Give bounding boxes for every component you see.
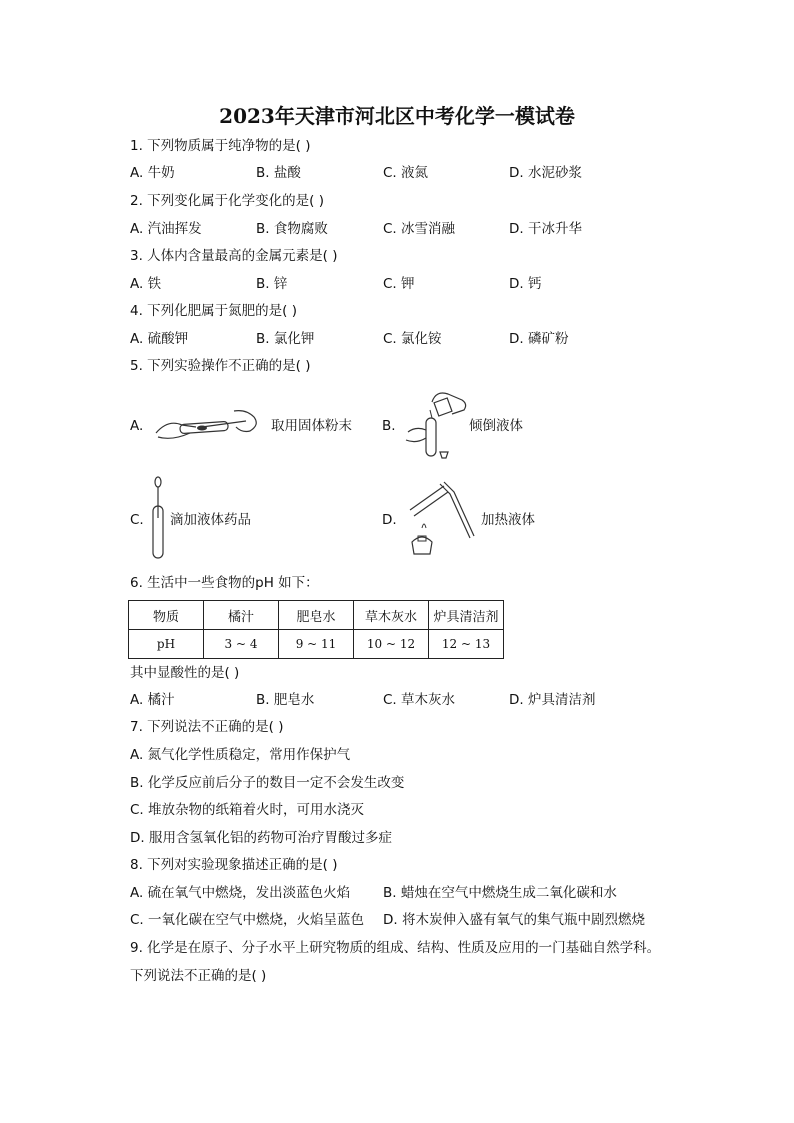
powder-spatula-figure (150, 405, 270, 445)
question-4-stem: 4. 下列化肥属于氮肥的是( ) (130, 303, 297, 319)
dropper-tube-figure (148, 476, 172, 562)
q7-option-a: A. 氮气化学性质稳定，常用作保护气 (130, 747, 351, 763)
pouring-liquid-figure (402, 388, 474, 466)
q5-option-a-letter: A. (130, 418, 144, 434)
q8-option-b: B. 蜡烛在空气中燃烧生成二氧化碳和水 (383, 885, 617, 901)
heating-liquid-figure (400, 480, 480, 564)
q2-option-a: A. 汽油挥发 (130, 221, 202, 237)
q4-option-a: A. 硫酸钾 (130, 331, 189, 347)
table-cell: 12 ~ 13 (429, 630, 504, 659)
question-8-stem: 8. 下列对实验现象描述正确的是( ) (130, 857, 338, 873)
table-cell: 10 ~ 12 (354, 630, 429, 659)
table-cell: 草木灰水 (354, 601, 429, 630)
q5-option-a-caption: 取用固体粉末 (271, 418, 352, 434)
q7-option-c: C. 堆放杂物的纸箱着火时，可用水浇灭 (130, 802, 365, 818)
table-cell: 9 ~ 11 (279, 630, 354, 659)
ph-table-value-row (129, 630, 504, 659)
page-title: 2023年天津市河北区中考化学一模试卷 (219, 104, 575, 128)
question-2-stem: 2. 下列变化属于化学变化的是( ) (130, 193, 324, 209)
question-3-stem: 3. 人体内含量最高的金属元素是( ) (130, 248, 338, 264)
q7-option-d: D. 服用含氢氧化铝的药物可治疗胃酸过多症 (130, 830, 392, 846)
q1-option-b: B. 盐酸 (256, 165, 301, 181)
q5-option-b-letter: B. (382, 418, 396, 434)
q6-option-d: D. 炉具清洁剂 (509, 692, 596, 708)
question-1-stem: 1. 下列物质属于纯净物的是( ) (130, 138, 311, 154)
table-cell: 橘汁 (204, 601, 279, 630)
q5-option-d-letter: D. (382, 512, 397, 528)
q5-option-c-caption: 滴加液体药品 (170, 512, 251, 528)
q3-option-c: C. 钾 (383, 276, 415, 292)
q3-option-d: D. 钙 (509, 276, 542, 292)
q8-option-a: A. 硫在氧气中燃烧，发出淡蓝色火焰 (130, 885, 351, 901)
q6-option-a: A. 橘汁 (130, 692, 175, 708)
question-7-stem: 7. 下列说法不正确的是( ) (130, 719, 284, 735)
q2-option-b: B. 食物腐败 (256, 221, 328, 237)
table-cell: 物质 (129, 601, 204, 630)
q2-option-d: D. 干冰升华 (509, 221, 582, 237)
q4-option-b: B. 氯化钾 (256, 331, 315, 347)
question-6-sub: 其中显酸性的是( ) (130, 665, 240, 681)
q4-option-c: C. 氯化铵 (383, 331, 442, 347)
question-5-stem: 5. 下列实验操作不正确的是( ) (130, 358, 311, 374)
q8-option-d: D. 将木炭伸入盛有氧气的集气瓶中剧烈燃烧 (383, 912, 645, 928)
q2-option-c: C. 冰雪消融 (383, 221, 456, 237)
ph-table-header-row (129, 601, 504, 630)
table-cell: 炉具清洁剂 (429, 601, 504, 630)
q1-option-c: C. 液氮 (383, 165, 429, 181)
q6-option-b: B. 肥皂水 (256, 692, 315, 708)
question-9-stem: 9. 化学是在原子、分子水平上研究物质的组成、结构、性质及应用的一门基础自然学科。 (130, 940, 661, 956)
q5-option-b-caption: 倾倒液体 (469, 418, 523, 434)
question-9-stem-line2: 下列说法不正确的是( ) (130, 968, 267, 984)
ph-table (128, 600, 504, 659)
q7-option-b: B. 化学反应前后分子的数目一定不会发生改变 (130, 775, 405, 791)
q4-option-d: D. 磷矿粉 (509, 331, 569, 347)
question-6-stem: 6. 生活中一些食物的pH 如下： (130, 575, 319, 591)
table-cell: pH (129, 630, 204, 659)
table-cell: 3 ~ 4 (204, 630, 279, 659)
q8-option-c: C. 一氧化碳在空气中燃烧，火焰呈蓝色 (130, 912, 365, 928)
q5-option-c-letter: C. (130, 512, 144, 528)
q1-option-d: D. 水泥砂浆 (509, 165, 582, 181)
q3-option-b: B. 锌 (256, 276, 288, 292)
q3-option-a: A. 铁 (130, 276, 162, 292)
q6-option-c: C. 草木灰水 (383, 692, 456, 708)
table-cell: 肥皂水 (279, 601, 354, 630)
q1-option-a: A. 牛奶 (130, 165, 175, 181)
q5-option-d-caption: 加热液体 (481, 512, 535, 528)
